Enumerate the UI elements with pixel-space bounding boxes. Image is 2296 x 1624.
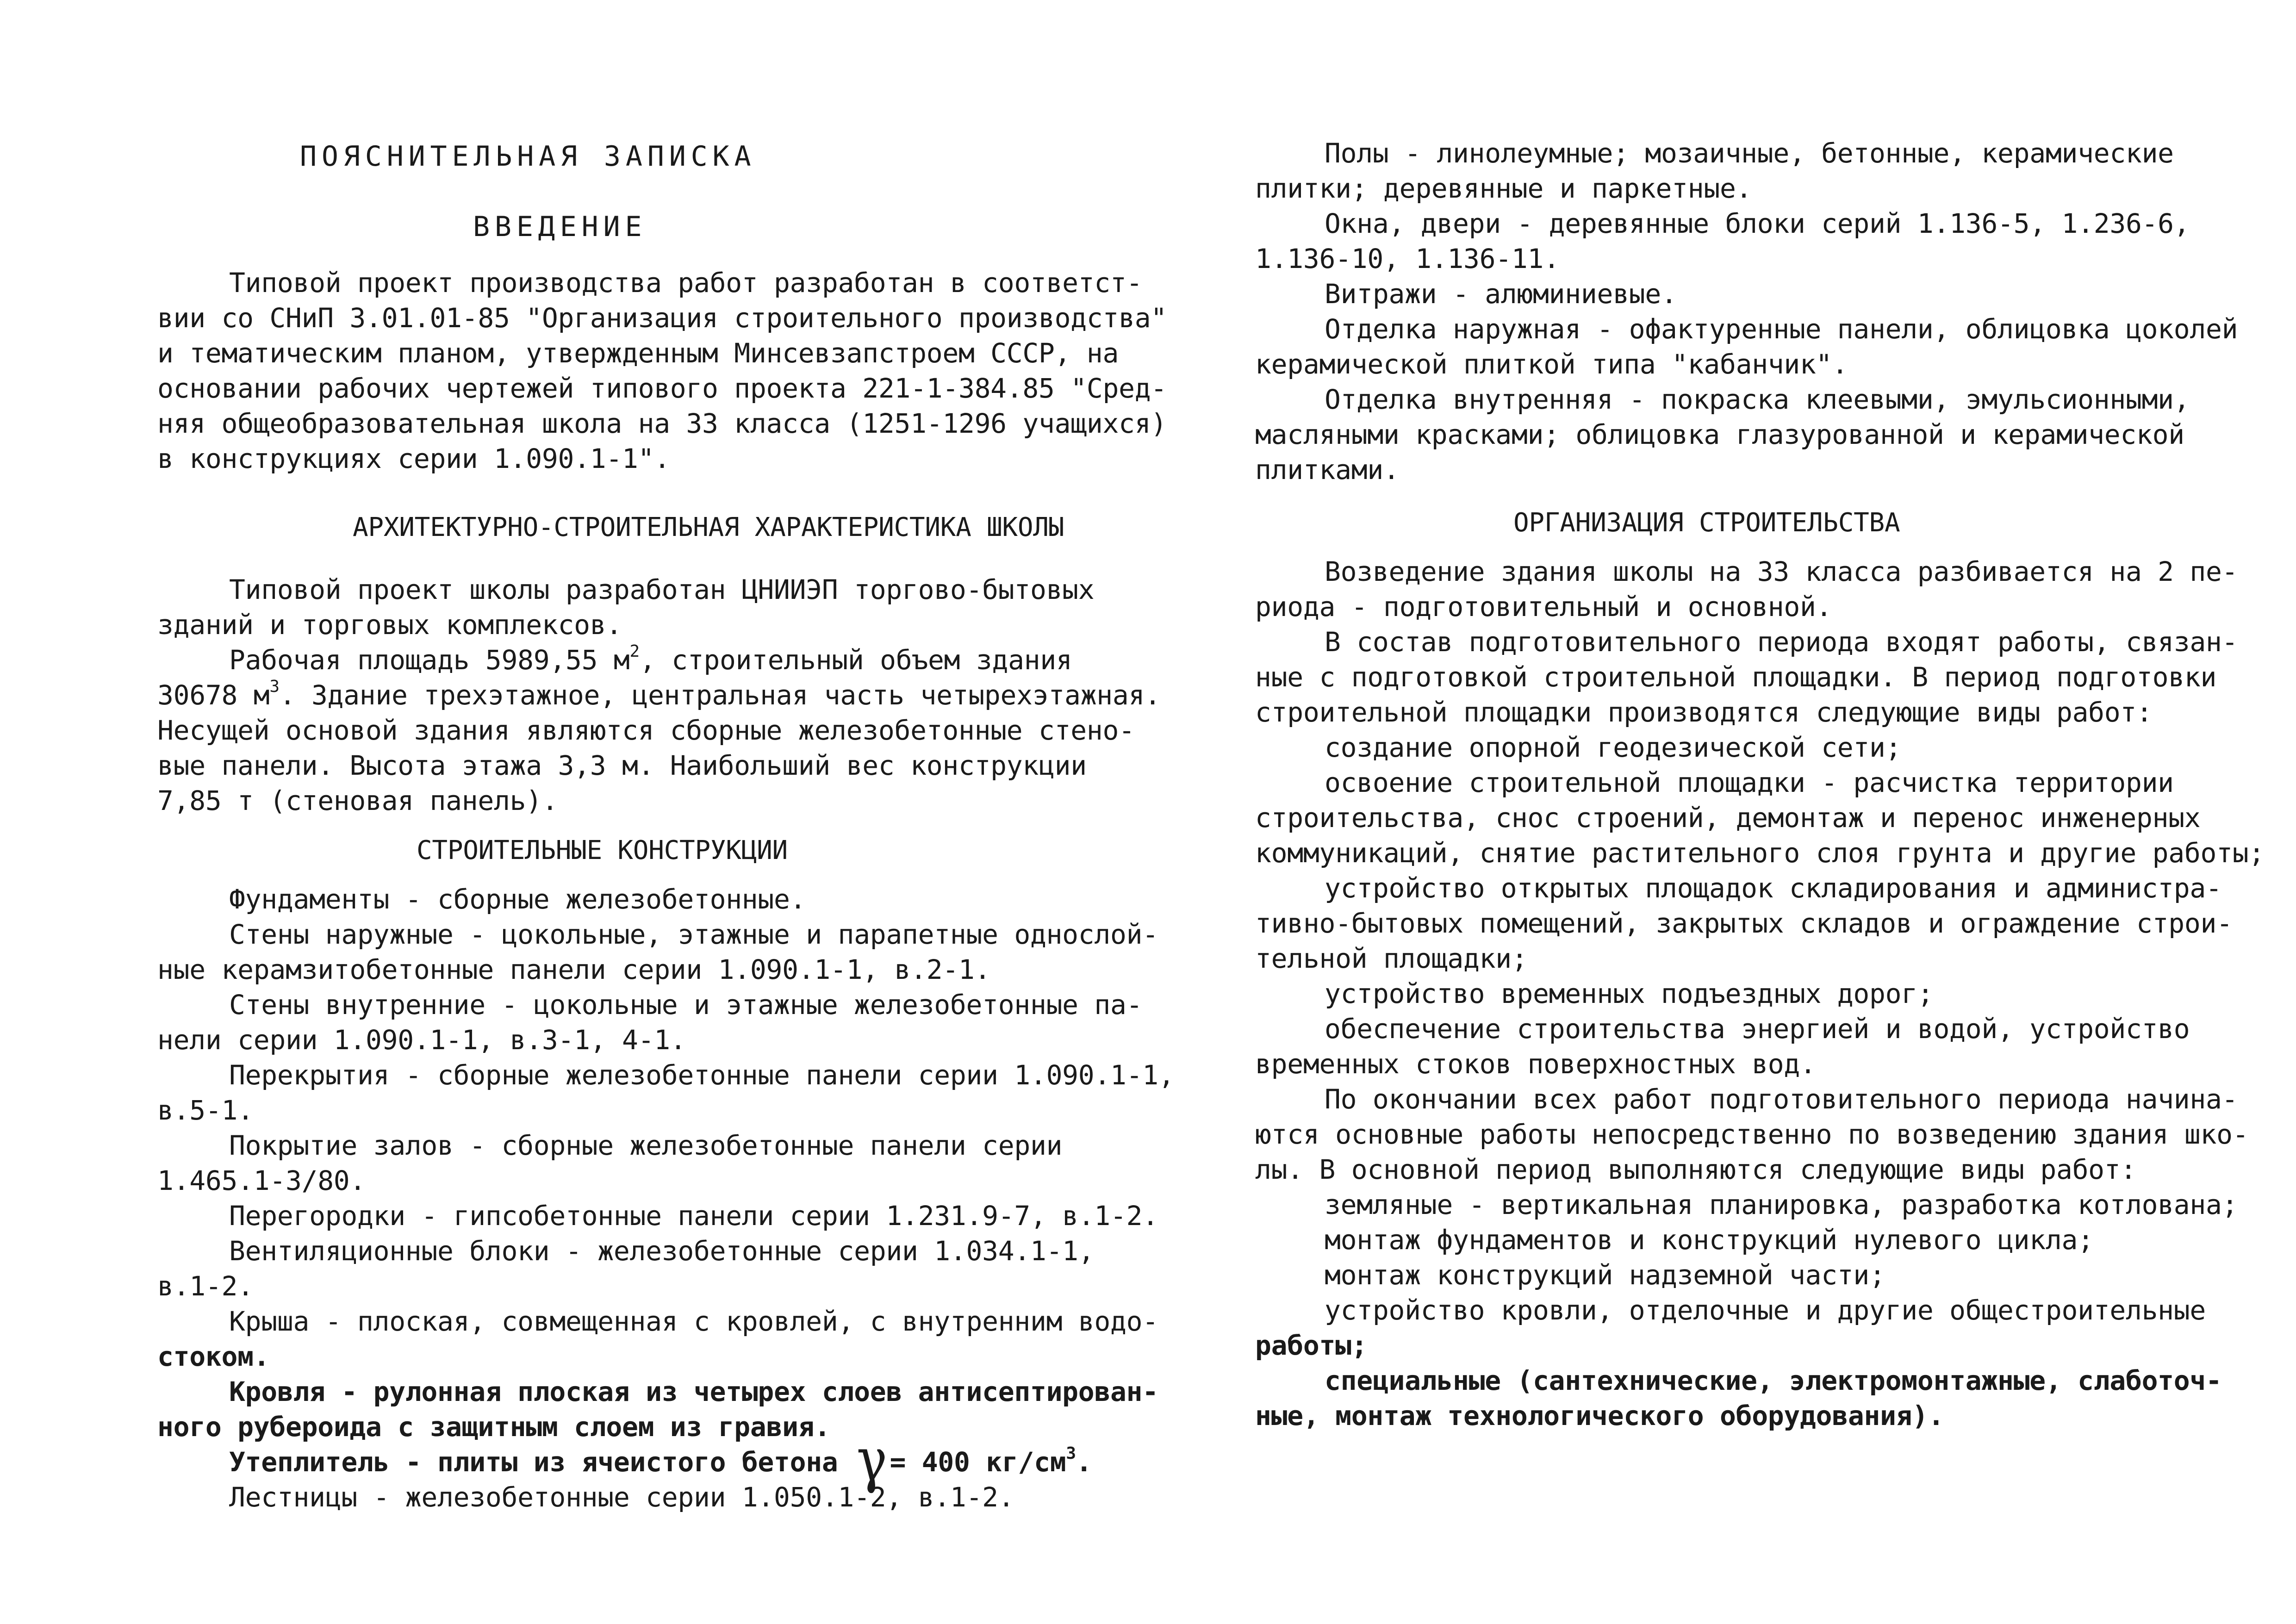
- intro-line: основании рабочих чертежей типового проекта 221-1-384.85 "Сред-: [157, 373, 1167, 404]
- constr-line: стоком.: [157, 1341, 270, 1372]
- org-line: монтаж конструкций надземной части;: [1325, 1259, 1885, 1291]
- org-line: работы;: [1255, 1330, 1368, 1361]
- org-line: В состав подготовительного периода входят работы, связан-: [1325, 626, 2238, 658]
- volume-text: 30678 м: [157, 679, 270, 711]
- document-title: ПОЯСНИТЕЛЬНАЯ ЗАПИСКА: [300, 140, 756, 173]
- insulation-sup: 3: [1066, 1444, 1076, 1463]
- constr-line: в.5-1.: [157, 1095, 254, 1126]
- constr-line: Фундаменты - сборные железобетонные.: [229, 884, 806, 915]
- constr-line: ного рубероида с защитным слоем из гравия.: [157, 1411, 830, 1443]
- constr-line: Стены наружные - цокольные, этажные и парапетные однослой-: [229, 919, 1158, 950]
- constr-line: 1.465.1-3/80.: [157, 1165, 366, 1196]
- area-text: Рабочая площадь 5989,55 м: [229, 644, 630, 676]
- org-line: устройство открытых площадок складирования и администра-: [1325, 872, 2222, 904]
- volume-sup: 3: [269, 677, 280, 697]
- arch-heading: АРХИТЕКТУРНО-СТРОИТЕЛЬНАЯ ХАРАКТЕРИСТИКА ШКОЛЫ: [353, 512, 1064, 542]
- org-heading: ОРГАНИЗАЦИЯ СТРОИТЕЛЬСТВА: [1513, 508, 1900, 538]
- arch-line: вые панели. Высота этажа 3,3 м. Наибольший вес конструкции: [157, 750, 1087, 781]
- materials-line: Витражи - алюминиевые.: [1325, 278, 1677, 310]
- org-line: земляные - вертикальная планировка, разработка котлована;: [1325, 1189, 2238, 1220]
- intro-line: няя общеобразовательная школа на 33 класса (1251-1296 учащихся): [157, 408, 1167, 439]
- org-line: ные с подготовкой строительной площадки. В период подготовки: [1255, 661, 2217, 693]
- materials-line: плитки; деревянные и паркетные.: [1255, 173, 1752, 204]
- arch-line: 7,85 т (стеновая панель).: [157, 785, 558, 816]
- constr-line: Крыша - плоская, совмещенная с кровлей, с внутренним водо-: [229, 1306, 1158, 1337]
- arch-line: Несущей основой здания являются сборные железобетонные стено-: [157, 715, 1135, 746]
- materials-line: Отделка наружная - офактуренные панели, облицовка цоколей: [1325, 313, 2238, 345]
- constr-line: Перекрытия - сборные железобетонные панели серии 1.090.1-1,: [229, 1059, 1175, 1091]
- org-line: освоение строительной площадки - расчистка территории: [1325, 767, 2174, 798]
- insulation-mid: = 400 кг/см: [890, 1446, 1066, 1478]
- org-line: специальные (сантехнические, электромонтажные, слаботоч-: [1325, 1365, 2222, 1396]
- org-line: ются основные работы непосредственно по возведению здания шко-: [1255, 1119, 2249, 1150]
- materials-line: плитками.: [1255, 454, 1400, 485]
- org-line: тивно-бытовых помещений, закрытых складов и ограждение строи-: [1255, 908, 2233, 939]
- constr-line: Кровля - рулонная плоская из четырех слоев антисептирован-: [229, 1376, 1158, 1407]
- volume-line: [157, 678, 1161, 713]
- area-sup: 2: [629, 642, 640, 661]
- org-line: коммуникаций, снятие растительного слоя грунта и другие работы;: [1255, 837, 2265, 869]
- arch-line: зданий и торговых комплексов.: [157, 609, 622, 641]
- org-line: тельной площадки;: [1255, 943, 1528, 974]
- constr-line: Стены внутренние - цокольные и этажные железобетонные па-: [229, 989, 1143, 1020]
- area-rest: , строительный объем здания: [639, 644, 1072, 676]
- org-line: создание опорной геодезической сети;: [1325, 732, 1902, 763]
- org-line: лы. В основной период выполняются следующие виды работ:: [1255, 1154, 2137, 1185]
- materials-line: Окна, двери - деревянные блоки серий 1.136-5, 1.236-6,: [1325, 208, 2190, 239]
- org-line: строительной площадки производятся следующие виды работ:: [1255, 697, 2153, 728]
- insulation-rest: .: [1076, 1446, 1092, 1478]
- org-line: Возведение здания школы на 33 класса разбивается на 2 пе-: [1325, 556, 2238, 587]
- constr-line: Вентиляционные блоки - железобетонные серии 1.034.1-1,: [229, 1235, 1095, 1267]
- org-line: По окончании всех работ подготовительного периода начина-: [1325, 1083, 2238, 1115]
- right-page: [1148, 0, 2296, 1624]
- constr-heading: СТРОИТЕЛЬНЫЕ КОНСТРУКЦИИ: [417, 835, 788, 865]
- materials-line: Полы - линолеумные; мозаичные, бетонные, керамические: [1325, 137, 2174, 169]
- org-line: устройство временных подъездных дорог;: [1325, 978, 1934, 1009]
- intro-line: в конструкциях серии 1.090.1-1".: [157, 443, 670, 474]
- constr-line: Покрытие залов - сборные железобетонные панели серии: [229, 1130, 1063, 1161]
- arch-line: Типовой проект школы разработан ЦНИИЭП торгово-бытовых: [229, 574, 1095, 605]
- area-line: [229, 642, 1072, 678]
- materials-line: керамической плиткой типа "кабанчик".: [1255, 348, 1848, 380]
- org-line: строительства, снос строений, демонтаж и перенос инженерных: [1255, 802, 2201, 834]
- org-line: монтаж фундаментов и конструкций нулевого цикла;: [1325, 1224, 2094, 1256]
- insulation-line: Утеплитель - плиты из ячеистого бетона γ = 400 $кг/см^3$.: [229, 1425, 1092, 1495]
- org-line: временных стоков поверхностных вод.: [1255, 1048, 1816, 1080]
- org-line: ные, монтаж технологического оборудования).: [1255, 1400, 1944, 1431]
- insulation-text: Утеплитель - плиты из ячеистого бетона: [229, 1446, 854, 1478]
- org-line: устройство кровли, отделочные и другие общестроительные: [1325, 1294, 2206, 1326]
- intro-line: Типовой проект производства работ разработан в соответст-: [229, 267, 1143, 299]
- volume-rest: . Здание трехэтажное, центральная часть четырехэтажная.: [279, 679, 1161, 711]
- constr-line: Перегородки - гипсобетонные панели серии 1.231.9-7, в.1-2.: [229, 1200, 1158, 1232]
- materials-line: Отделка внутренняя - покраска клеевыми, эмульсионными,: [1325, 384, 2190, 415]
- materials-line: масляными красками; облицовка глазурованной и керамической: [1255, 419, 2184, 450]
- materials-line: 1.136-10, 1.136-11.: [1255, 243, 1560, 274]
- intro-line: и тематическим планом, утвержденным Минсевзапстроем СССР, на: [157, 337, 1119, 369]
- constr-line: в.1-2.: [157, 1270, 254, 1302]
- constr-line: ные керамзитобетонные панели серии 1.090.1-1, в.2-1.: [157, 954, 991, 985]
- intro-heading: ВВЕДЕНИЕ: [473, 211, 647, 243]
- intro-line: вии со СНиП 3.01.01-85 "Организация строительного производства": [157, 302, 1167, 334]
- stairs-line: Лестницы - железобетонные серии 1.050.1-2, в.1-2.: [229, 1481, 1014, 1513]
- constr-line: нели серии 1.090.1-1, в.3-1, 4-1.: [157, 1024, 686, 1056]
- org-line: риода - подготовительный и основной.: [1255, 591, 1832, 622]
- org-line: обеспечение строительства энергией и водой, устройство: [1325, 1013, 2190, 1045]
